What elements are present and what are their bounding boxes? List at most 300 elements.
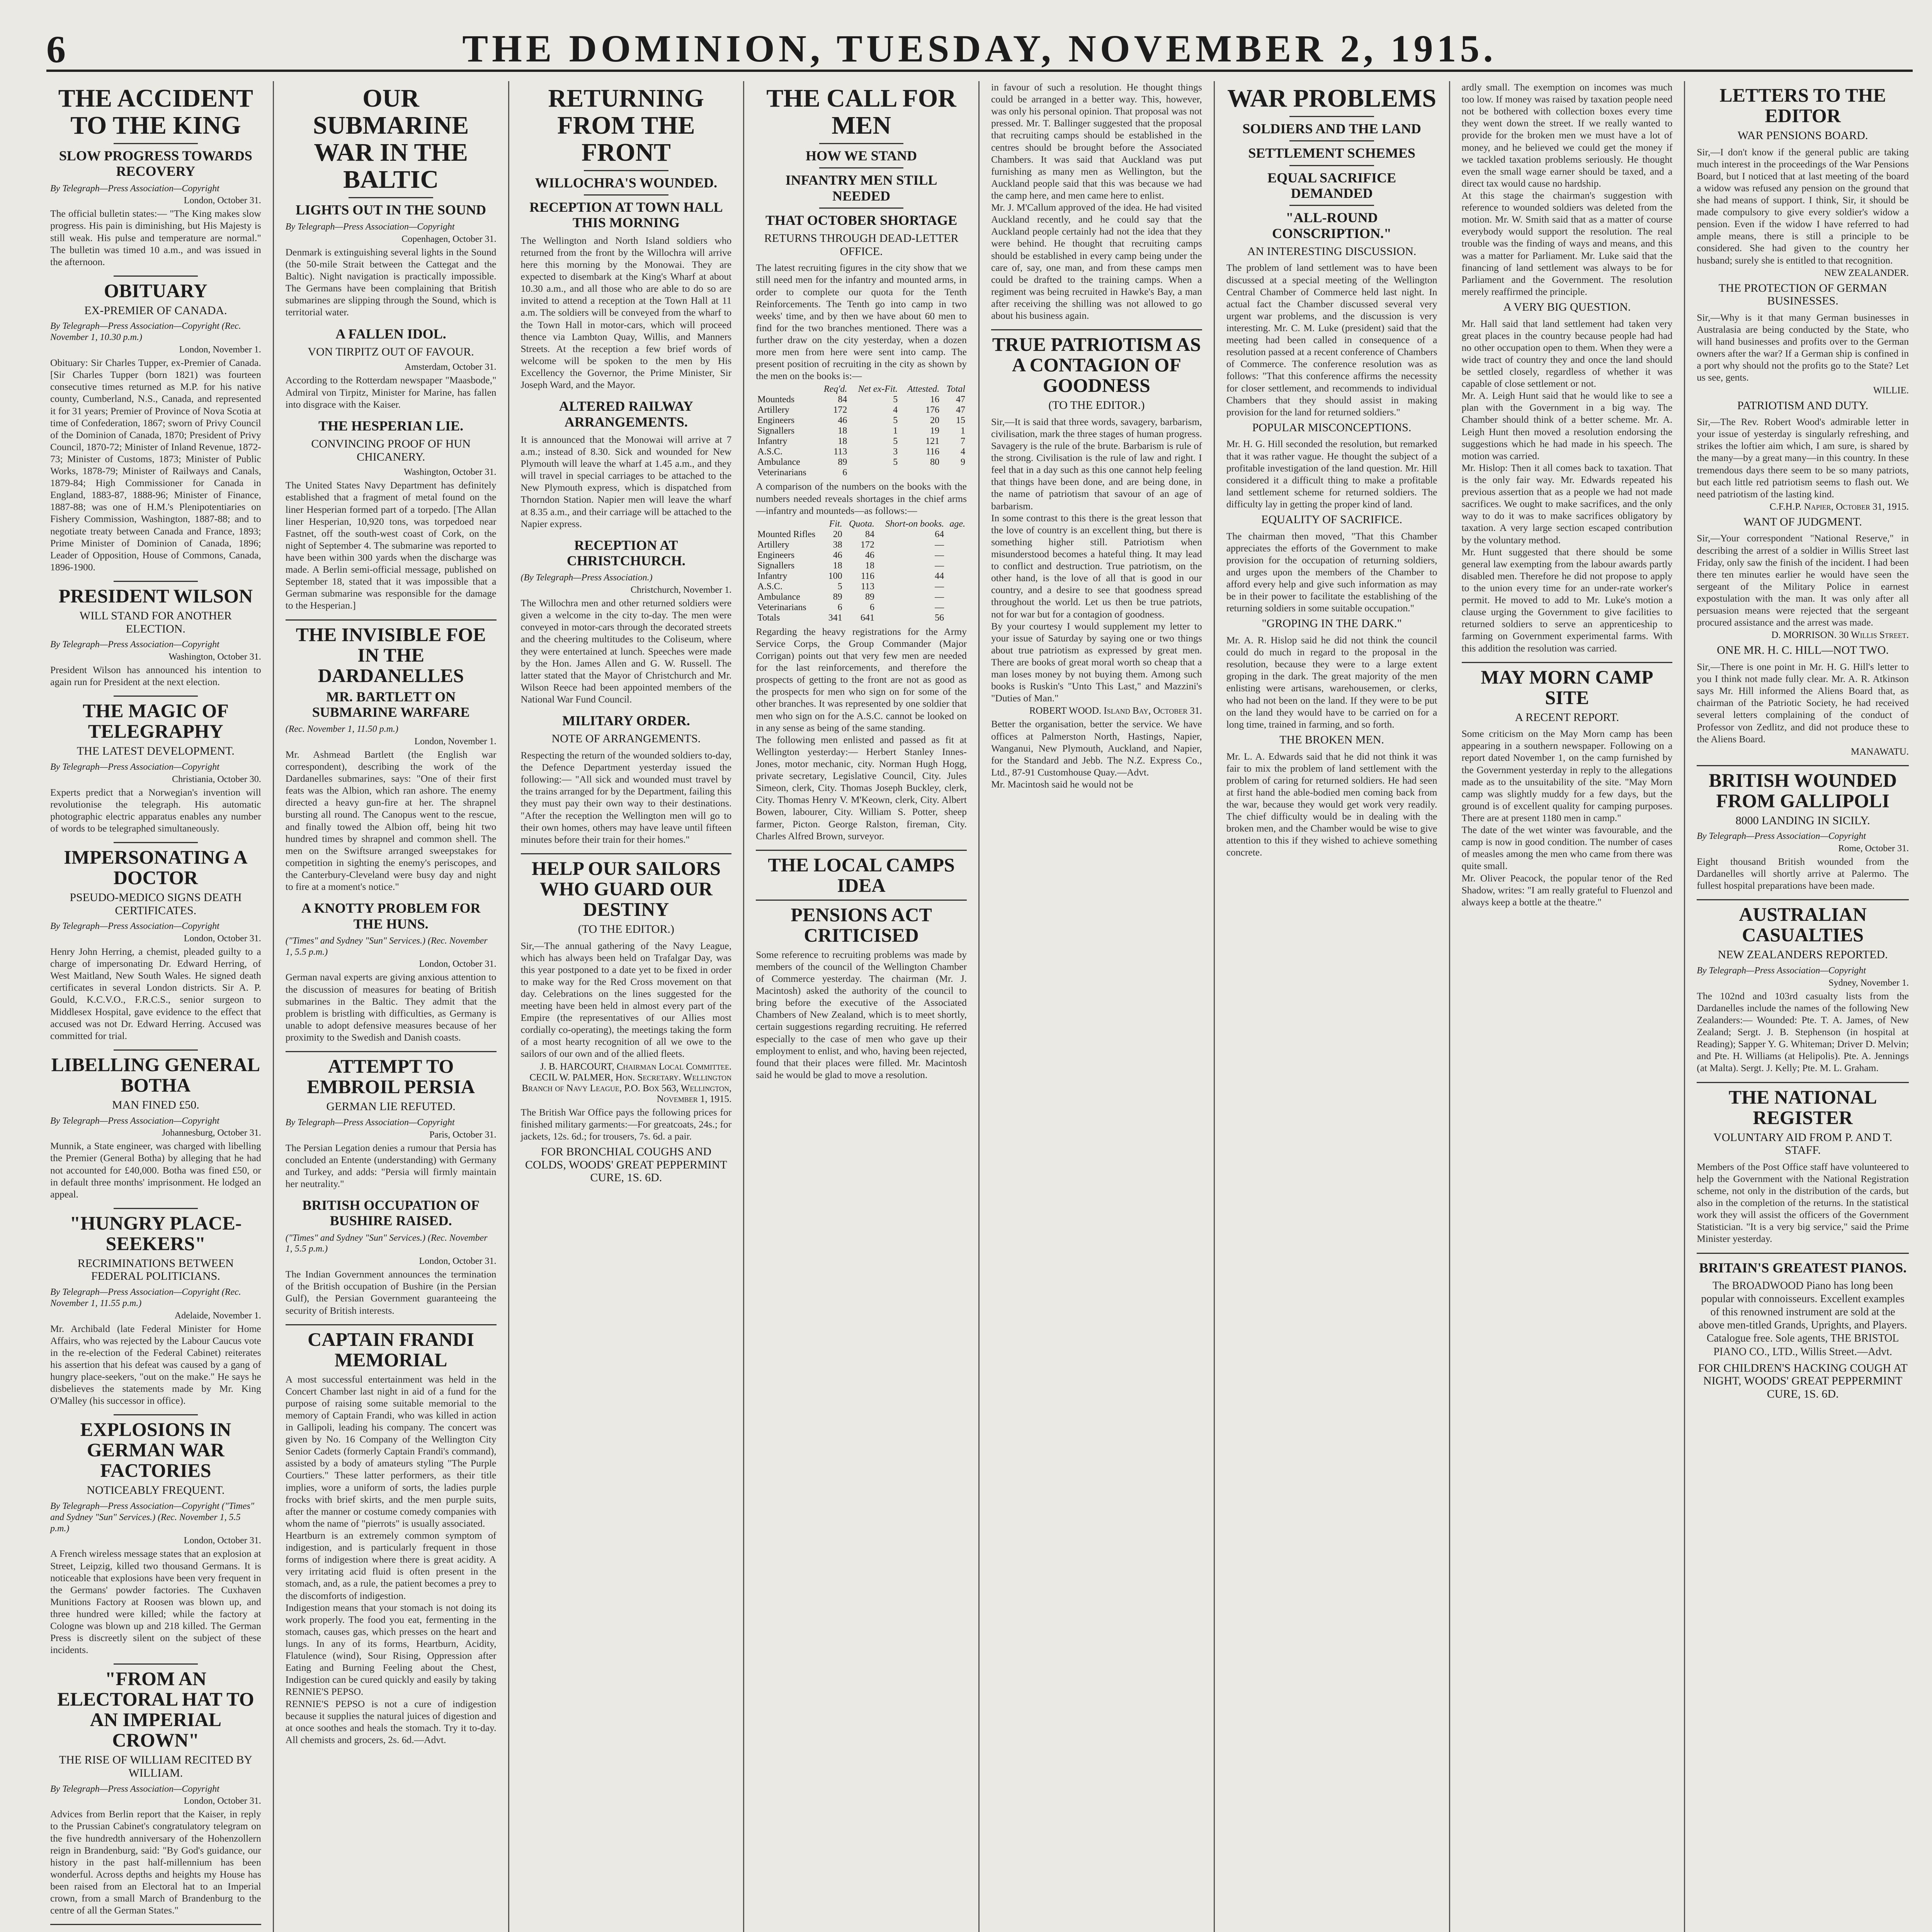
credit: By Telegraph—Press Association—Copyright	[50, 639, 219, 650]
credit: By Telegraph—Press Association—Copyright	[50, 1116, 219, 1126]
article-body: According to the Rotterdam newspaper "Maasbode," Admiral von Tirpitz, Minister for Marine, has fallen into disgrace with the Kaiser.	[285, 374, 497, 410]
table-cell: 89	[865, 592, 875, 602]
deck: EX-PREMIER OF CANADA.	[84, 304, 227, 317]
table-row	[756, 550, 967, 561]
column-1	[39, 81, 274, 1932]
credit: By Telegraph—Press Association—Copyright	[50, 921, 219, 932]
subdeck: VON TIRPITZ OUT OF FAVOUR.	[308, 345, 474, 358]
article-body: Mr. Macintosh said he would not be	[991, 778, 1133, 790]
table-cell: 4	[961, 447, 965, 457]
deck: WILL STAND FOR ANOTHER ELECTION.	[79, 609, 232, 635]
article-body: It is announced that the Monowai will arrive at 7 a.m.; instead of 8.30. Sick and wounded for New Plymouth will leave the wharf at 1.45 a.m., and they will travel in special carriages to be attached to the New Plymouth express, which is dispatched from Thorndon Station. Napier men will leave the wharf at 8.35 a.m., and their carriage will be attached to the Napier express.	[520, 434, 732, 529]
dateline: Washington, October 31.	[168, 652, 261, 662]
table-cell: 6	[870, 602, 875, 612]
dateline: Rome, October 31.	[1838, 844, 1909, 854]
dateline: Washington, October 31.	[404, 467, 497, 478]
deck: RECEPTION AT CHRISTCHURCH.	[566, 537, 685, 569]
article-body: Sir,—The Rev. Robert Wood's admirable letter in your issue of yesterday is singularly refreshing, and strikes the loftier aim which, I am sure, is shared by the many—by a great many—in this country. In these tremendous days there seem to be so many patriots, but each little red patriotism seems to flash out. We need patriotism of the lasting kind.	[1697, 416, 1909, 500]
dateline: London, November 1.	[414, 736, 497, 747]
deck: THAT OCTOBER SHORTAGE	[765, 212, 957, 228]
table-cell: A.S.C.	[757, 581, 782, 592]
credit: ("Times" and Sydney "Sun" Services.) (Rec. November 1, 5.5 p.m.)	[285, 935, 488, 957]
article-body: Mr. L. A. Edwards said that he did not think it was fair to mix the problem of land settlement with the problem of caring for returned soldiers. He had seen at first hand the able-bodied men coming back from the war, because they would get work very readily. The chief difficulty would be in dealing with the broken men, and the Chamber would be wise to give attention to this if they wished to achieve something concrete.	[1226, 750, 1437, 858]
deck: SETTLEMENT SCHEMES	[1248, 145, 1415, 161]
table-cell: 1	[961, 426, 965, 436]
deck: A RECENT REPORT.	[1515, 711, 1619, 724]
credit: By Telegraph—Press Association—Copyright ("Times" and Sydney "Sun" Services.) (Rec. November 1, 5.5 p.m.)	[50, 1501, 254, 1534]
table-cell: 7	[961, 436, 965, 447]
table-cell	[899, 468, 941, 478]
table-cell: 172	[861, 539, 875, 550]
table-cell: 18	[865, 560, 875, 571]
article-body: The problem of land settlement was to have been discussed at a special meeting of the Wellington Central Chamber of Commerce held last night. In actual fact the Chamber discussed several very urgent war problems, and the discussion is very interesting. Mr. C. M. Luke (president) said that the meeting had been called in consequence of a resolution passed at a recent conference of Chambers of Commerce. The conference resolution was as follows: "That this conference affirms the necessity for closer settlement, and recommends to individual Chambers that they should assist in making provision for the land for returned soldiers."	[1226, 262, 1437, 418]
deck: PSEUDO-MEDICO SIGNS DEATH CERTIFICATES.	[70, 891, 242, 917]
article-accident-king	[50, 85, 261, 268]
article-body: Mr. Hunt suggested that there should be some general law exempting from the labour awards partly disabled men. Therefore he did not propose to apply to the union every time for an under-rate worker's permit. He moved to add to Mr. Luke's motion a clause urging the Government to give facilities to returned soldiers to serve an apprenticeship to farming on Government experimental farms. With this addition the resolution was carried.	[1461, 546, 1673, 654]
table-cell: 116	[861, 571, 875, 581]
table-cell: Ambulance	[757, 457, 800, 468]
deck: A KNOTTY PROBLEM FOR THE HUNS.	[301, 900, 481, 932]
table-cell: 172	[833, 405, 847, 415]
article-call-for-men-cont	[991, 81, 1202, 321]
headline: IMPERSONATING A DOCTOR	[64, 846, 248, 889]
article-hesperian	[286, 418, 497, 612]
dateline: London, October 31.	[184, 934, 261, 944]
headline: EXPLOSIONS IN GERMAN WAR FACTORIES	[80, 1418, 231, 1481]
article-letters	[1697, 85, 1909, 757]
table-cell: 4	[893, 405, 898, 415]
columns	[39, 81, 1920, 1932]
table-header-row	[756, 519, 967, 529]
table-header-row	[756, 384, 967, 395]
article-president-wilson	[50, 581, 261, 688]
headline: TRUE PATRIOTISM AS A CONTAGION OF GOODNESS	[992, 333, 1201, 396]
article-body: The following men enlisted and passed as fit at Wellington yesterday:— Herbert Stanley Innes-Jones, motor mechanic, city. Norman Hugh Hogg, private secretary, Legislative Council, City. Jules Simeon, clerk, City. Thomas Joseph Buckley, clerk, City. Thomas Henry V. M'Keown, clerk, City. Albert Bowen, labourer, City. William S. Potter, sheep farmer, Picton. George Ralston, fireman, City. Charles Alfred Brown, surveyor.	[756, 734, 967, 842]
headline: "HUNGRY PLACE-SEEKERS"	[70, 1212, 242, 1254]
article-body: The Persian Legation denies a rumour that Persia has concluded an Entente (understanding) with Germany and Turkey, and adds: "Persia will firmly maintain her neutrality."	[285, 1142, 497, 1189]
table-cell: Veterinarians	[757, 468, 806, 478]
advert-footer: FOR BRONCHIAL COUGHS AND COLDS, WOODS' GREAT PEPPERMINT CURE, 1S. 6D.	[525, 1145, 727, 1184]
table-cell: 3	[893, 447, 898, 457]
table-cell: 5	[837, 581, 842, 592]
deck: RECRIMINATIONS BETWEEN FEDERAL POLITICIANS.	[77, 1257, 234, 1283]
article-british-wounded	[1697, 765, 1909, 892]
dateline: Adelaide, November 1.	[174, 1310, 261, 1321]
advert-headline: BRITAIN'S GREATEST PIANOS.	[1699, 1260, 1907, 1276]
column-4	[744, 81, 980, 1932]
table-cell: 113	[861, 581, 875, 592]
table-cell: 641	[861, 612, 875, 623]
table-header-cell: Fit.	[829, 519, 842, 529]
table-header-cell: Req'd.	[823, 384, 847, 395]
table-cell: Totals	[757, 612, 780, 623]
credit: By Telegraph—Press Association—Copyright	[285, 222, 455, 232]
article-body: Sir,—The annual gathering of the Navy League, which has always been held on Trafalgar Day, was this year postponed to a date yet to be fixed in order to make way for the Red Cross movement on that day. Celebrations on the lines suggested for the meeting have been held in almost every part of the Empire (the representatives of our Allies most cordially co-operating), the meetings taking the form of a most hearty recognition of all we owe to the sailors of our own and of the allied fleets.	[520, 940, 732, 1060]
headline: PENSIONS ACT CRITICISED	[791, 903, 932, 946]
signature: NEW ZEALANDER.	[1824, 267, 1909, 278]
article-body: Indigestion means that your stomach is not doing its work properly. The food you eat, fermenting in the stomach, causes gas, which presses on the heart and lungs. In any of its forms, Heartburn, Acidity, Flatulence (wind), Sour Rising, Oppression after Eating and Burning Feeling about the Chest, Indigestion can be cured quickly and easily by taking RENNIE'S PEPSO.	[285, 1602, 497, 1697]
article-body: Advices from Berlin report that the Kaiser, in reply to the Prussian Cabinet's congratulatory telegram on the five hundredth anniversary of the Hohenzollern reign in Brandenburg, said: "By God's guidance, our history in the past half-millennium has been wonderful. Across depths and heights my House has been raised from an Electoral hat to an Imperial crown, from a small March of Brandenburg to the centre of all the German States."	[50, 1808, 261, 1916]
headline: "FROM AN ELECTORAL HAT TO AN IMPERIAL CROWN"	[57, 1668, 254, 1751]
table-cell: —	[935, 560, 944, 571]
dateline: London, October 31.	[419, 1256, 497, 1267]
subdeck: CONVINCING PROOF OF HUN CHICANERY.	[311, 437, 471, 463]
table-cell: 100	[828, 571, 842, 581]
signature: C.F.H.P. Napier, October 31, 1915.	[1769, 501, 1909, 512]
table-cell: Infantry	[757, 436, 787, 447]
article-local-camps	[756, 850, 967, 1081]
article-body: The Indian Government announces the termination of the British occupation of Bushire (in the Persian Gulf), the Persian Government guaranteeing the security of British interests.	[285, 1269, 497, 1316]
article-telegraphy	[50, 696, 261, 834]
article-body: The chairman then moved, "That this Chamber appreciates the efforts of the Government to make provision for the occupation of returning soldiers, and urges upon the members of the Chamber to afford every help and give such information as may be in their power to facilitate the establishing of the returning soldiers in some suitable occupation."	[1226, 530, 1437, 614]
article-body: The Wellington and North Island soldiers who returned from the front by the Willochra will arrive here this morning by the Monowai. They are expected to disembark at the King's Wharf at about 10.30 a.m., and all those who are able to do so are invited to attend a reception at the Town Hall at 11 a.m. The soldiers will be conveyed from the wharf to the Town Hall in motor-cars, which will proceed thence via Lambton Quay, Willis, and Manners Streets. At the reception a few brief words of welcome will be spoken to the men by His Excellency the Governor, the Prime Minister, Sir Joseph Ward, and the Mayor.	[520, 235, 732, 391]
advert-argyll	[50, 1924, 261, 1932]
deck: VOLUNTARY AID FROM P. AND T. STAFF.	[1713, 1131, 1893, 1157]
column-5	[980, 81, 1215, 1932]
article-body: Denmark is extinguishing several lights in the Sound (the 50-mile Strait between the Cattegat and the Baltic). Night navigation is practically impossible. The Germans have been complaining that British submarines are slipping through the Sound, which is territorial water.	[285, 246, 497, 318]
article-fallen-idol	[286, 326, 497, 410]
table-header-cell: Short-on books.	[885, 519, 944, 529]
table-cell: 5	[893, 436, 898, 447]
dateline: Amsterdam, October 31.	[405, 362, 497, 372]
table-cell: 176	[925, 405, 940, 415]
table-cell: 341	[828, 612, 842, 623]
table-cell: Infantry	[757, 571, 787, 581]
article-body: German naval experts are giving anxious attention to the discussion of measures for beating of British submarines in the Baltic. They admit that the problem is bristling with difficulties, as Germany is unable to adopt defensive measures because of her proximity to the Swedish and Danish coasts.	[285, 971, 497, 1043]
headline: LETTERS TO THE EDITOR	[1719, 84, 1886, 126]
table-cell: 20	[930, 415, 940, 426]
article-body: The date of the wet winter was favourable, and the camp is now in good condition. The number of cases of measles among the men who came from there was quite small.	[1461, 824, 1673, 872]
deck: MILITARY ORDER.	[562, 713, 690, 729]
table-cell: 113	[833, 447, 847, 457]
table-cell: 84	[865, 529, 875, 539]
table-cell: Veterinarians	[757, 602, 806, 612]
subhead: EQUALITY OF SACRIFICE.	[1261, 513, 1402, 526]
headline: THE MAGIC OF TELEGRAPHY	[82, 700, 229, 742]
table-cell: —	[935, 602, 944, 612]
article-knotty-problem	[286, 900, 497, 1043]
recruiting-table	[756, 384, 967, 478]
article-body: Some criticism on the May Morn camp has been appearing in a southern newspaper. Following on a report dated November 1, on the camp furnished by the Government yesterday in reply to the allegations made as to the unsuitability of the site. "May Morn camp was slightly muddy for a few days, but the ground is of excellent quality for camping purposes. There are at present 1180 men in camp."	[1461, 728, 1673, 823]
dateline: London, November 1.	[179, 345, 261, 355]
article-body: Mr. H. G. Hill seconded the resolution, but remarked that it was rather vague. He thought the subject of a profitable investigation of the land question. Mr. Hill considered it a difficult thing to make a profitable land settlement scheme for returned soldiers. The difficulty lay in getting the proper kind of land.	[1226, 438, 1437, 510]
table-row	[756, 457, 967, 468]
table-row	[756, 571, 967, 582]
subhead: THE BROKEN MEN.	[1279, 733, 1384, 746]
table-cell: Ambulance	[757, 592, 800, 602]
article-call-for-men	[756, 85, 967, 842]
deck: 8000 LANDING IN SICILY.	[1735, 814, 1870, 827]
table-cell: 80	[930, 457, 940, 468]
table-header-cell: age.	[949, 519, 965, 529]
article-body: In some contrast to this there is the great lesson that the love of country is an excellent thing, but there is something higher still. Patriotism when misunderstood becomes a hateful thing. It may lead to conflict and destruction. True patriotism, on the other hand, is the love of all that is good in our country, and a desire to see that goodness spread throughout the world. Let us then be true patriots, not for war but for a contagion of goodness.	[991, 512, 1202, 620]
table-header-cell: Attested.	[907, 384, 940, 395]
table-row	[756, 529, 967, 540]
table-cell: 6	[842, 468, 847, 478]
table-cell: 1	[893, 426, 898, 436]
advert-body: The BROADWOOD Piano has long been popular with connoisseurs. Excellent examples of this renowned instrument are sold at the above men-titled Grands, Uprights, and Players. Catalogue free. Sole agents, THE BRISTOL PIANO CO., LTD., Willis Street.—Advt.	[1698, 1279, 1907, 1358]
table-cell: Mounted Rifles	[757, 529, 816, 539]
headline: MAY MORN CAMP SITE	[1481, 666, 1653, 708]
deck: MAN FINED £50.	[112, 1098, 199, 1111]
article-body: Better the organisation, better the service. We have offices at Palmerston North, Hastings, Napier, Wanganui, New Plymouth, Auckland, and Napier, for the Standard and Jebb. The N.Z. Express Co., Ltd., 87-91 Customhouse Quay.—Advt.	[991, 718, 1202, 778]
article-body: Mr. Hall said that land settlement had taken very great places in the country because people had had no other occupation open to them. When they were a wide tract of country they and once the land should be settled closely, regardless of whether it was capable of close settlement or not.	[1461, 318, 1673, 389]
article-national-register	[1697, 1082, 1909, 1245]
article-australian-casualties	[1697, 899, 1909, 1074]
signature: J. B. HARCOURT, Chairman Local Committee. CECIL W. PALMER, Hon. Secretary. Wellington Branch of Navy League, P.O. Box 563, Wellington, November 1, 1915.	[522, 1061, 732, 1104]
table-cell	[941, 468, 967, 478]
article-true-patriotism	[991, 329, 1202, 790]
table-cell: 47	[956, 405, 965, 415]
credit: By Telegraph—Press Association—Copyright (Rec. November 1, 10.30 p.m.)	[50, 321, 241, 343]
signature: ROBERT WOOD. Island Bay, October 31.	[1029, 706, 1202, 716]
article-body: The British War Office pays the following prices for finished military garments:—For greatcoats, 24s.; for jackets, 12s. 6d.; for trousers, 7s. 6d. a pair.	[520, 1106, 732, 1142]
article-body: Mr. Archibald (late Federal Minister for Home Affairs, who was rejected by the Labour Caucus vote in the re-election of the Federal Cabinet) reiterates his assertion that his defeat was caused by a gang of hungry place-seekers, "out on the make." He says he disbelieves the statements made by Mr. King O'Malley (his successor in office).	[50, 1323, 261, 1406]
article-body: The 102nd and 103rd casualty lists from the Dardanelles include the names of the following New Zealanders:— Wounded: Pte. T. A. James, of New Zealand; Sergt. J. B. Stephenson (in hospital at Reading); Sapper Y. G. Whiteman; Driver D. Melvin; and Pte. H. Williams (at Helipolis). Pte. A. Jennings (at Malta). Sergt. J. Kelly; Pte. M. L. Graham.	[1697, 990, 1909, 1074]
table-cell: Artillery	[757, 405, 789, 415]
table-row	[756, 447, 967, 457]
table-row	[756, 415, 967, 426]
headline: AUSTRALIAN CASUALTIES	[1739, 903, 1867, 946]
article-military-order	[521, 713, 732, 845]
credit: By Telegraph—Press Association—Copyright	[50, 183, 219, 194]
table-cell: 19	[930, 426, 940, 436]
deck: A FALLEN IDOL.	[335, 326, 446, 342]
table-header-cell	[756, 384, 817, 395]
signature: MANAWATU.	[1850, 746, 1909, 757]
article-body: Mr. Ashmead Bartlett (the English war correspondent), describing the work of the Dardanelles submarines, says: "One of their first feats was the Albion, which ran ashore. The enemy directed a heavy gun-fire at her. The shrapnel bursting all round. The Canopus went to the rescue, and finally towed the Albion off, being hit two hundred times by shrapnel and common shell. The men on the Swiftsure arranged sweepstakes for competition in sighting the enemy's periscopes, and the Canterbury-Cleveland were busy day and night to fire at a moment's notice."	[285, 748, 497, 893]
masthead	[46, 23, 1913, 72]
advert-footer: FOR CHILDREN'S HACKING COUGH AT NIGHT, WOODS' GREAT PEPPERMINT CURE, 1S. 6D.	[1698, 1361, 1908, 1400]
table-cell: —	[935, 539, 944, 550]
article-body: Sir,—Why is it that many German businesses in Australasia are being conducted by the State, who will hand businesses and profits over to the German owners after the war? If a German ship is confined in a port why should not the profits go to the State? Let us see, gents.	[1697, 311, 1909, 383]
article-body: Heartburn is an extremely common symptom of indigestion, and is particularly frequent in those forms of indigestion where there is great acidity. A very irritating acid fluid is often present in the stomach, and, as a rule, the patient becomes a prey to the discomforts of indigestion.	[285, 1530, 497, 1601]
credit: ("Times" and Sydney "Sun" Services.) (Rec. November 1, 5.5 p.m.)	[285, 1233, 488, 1254]
article-body: Sir,—There is one point in Mr. H. G. Hill's letter to you I think not made fully clear. Mr. A. R. Atkinson says Mr. Hill informed the Aliens Board that, as chairman of the Patriotic Society, he had received several letters complaining of the conduct of Professor von Zedlitz, and did not produce these to the Aliens Board.	[1697, 661, 1909, 745]
subdeck: AN INTERESTING DISCUSSION.	[1247, 245, 1417, 258]
table-cell: 84	[838, 395, 847, 405]
column-7	[1450, 81, 1685, 1932]
table-cell: 6	[837, 602, 842, 612]
table-cell: 44	[935, 571, 944, 581]
credit: By Telegraph—Press Association—Copyright	[50, 762, 219, 772]
article-body: Eight thousand British wounded from the Dardanelles will shortly arrive at Palermo. The fullest hospital preparations have been made.	[1697, 856, 1909, 891]
subdeck: (TO THE EDITOR.)	[1048, 399, 1145, 412]
article-body: Munnik, a State engineer, was charged with libelling the Premier (General Botha) by alleging that he had not accounted for £40,000. Botha was fined £50, or in default three months' imprisonment. He lodged an appeal.	[50, 1140, 261, 1200]
table-cell: 89	[838, 457, 847, 468]
deck: ALTERED RAILWAY ARRANGEMENTS.	[559, 398, 693, 430]
dateline: London, October 31.	[184, 1536, 261, 1546]
article-body: Henry John Herring, a chemist, pleaded guilty to a charge of impersonating Dr. Edward Herring, of West Maitland, New South Wales. He signed death certificates in several London districts. Sir A. P. Gould, K.C.V.O., F.R.C.S., senior surgeon to Middlesex Hospital, gave evidence to the effect that accused was not Dr. Edward Herring. Accused was committed for trial.	[50, 946, 261, 1041]
table-cell: Engineers	[757, 550, 795, 560]
article-obituary	[50, 276, 261, 573]
headline: WAR PROBLEMS	[1227, 84, 1437, 112]
table-cell: 5	[893, 395, 898, 405]
deck: "ALL-ROUND CONSCRIPTION."	[1272, 210, 1392, 241]
headline: THE LOCAL CAMPS IDEA	[768, 854, 955, 896]
article-railway	[521, 398, 732, 530]
article-explosions	[50, 1414, 261, 1656]
signature: D. MORRISON. 30 Willis Street.	[1771, 630, 1909, 641]
newspaper-title: THE DOMINION, TUESDAY, NOVEMBER 2, 1915.	[462, 27, 1497, 70]
article-body: At this stage the chairman's suggestion with reference to wounded soldiers was deleted from the motion. Mr. W. Smith said that as a matter of course everybody would support the resolution. The real trouble was the finding of ways and means, and this was a matter for Parliament. Mr. Luke said that the financing of land settlement was always to be for Parliament and the Government. The resolution merely reaffirmed the principle.	[1461, 189, 1673, 297]
deck: GERMAN LIE REFUTED.	[326, 1100, 456, 1113]
table-cell	[849, 468, 899, 478]
article-christchurch	[521, 537, 732, 705]
deck: ONE MR. H. C. HILL—NOT TWO.	[1717, 644, 1889, 657]
dateline: London, October 31.	[184, 1796, 261, 1806]
subhead: A VERY BIG QUESTION.	[1503, 300, 1631, 313]
table-header-cell	[756, 519, 825, 529]
table-cell: 18	[838, 426, 847, 436]
article-submarine-baltic	[286, 85, 497, 318]
article-frandi-memorial	[286, 1324, 497, 1746]
table-cell: 64	[935, 529, 944, 539]
deck: WAR PENSIONS BOARD.	[1737, 129, 1868, 142]
table-cell: Signallers	[757, 426, 795, 436]
headline: LIBELLING GENERAL BOTHA	[51, 1053, 260, 1096]
table-row	[756, 602, 967, 613]
article-body: Sir,—Your correspondent "National Reserve," in describing the arrest of a soldier in Willis Street last Friday, only saw the finish of the incident. I had been there ten minutes earlier he would have seen the sergeant of the Military Police in earnest expostulation with the man. It was only after all persuasion means were rejected that the sergeant procured assistance and the arrest was made.	[1697, 532, 1909, 628]
article-place-seekers	[50, 1208, 261, 1407]
article-war-problems-cont	[1462, 81, 1673, 654]
deck: WILLOCHRA'S WOUNDED.	[535, 175, 718, 190]
table-cell: 9	[961, 457, 965, 468]
article-body: Mr. A. Leigh Hunt said that he would like to see a plan with the Government in a big way. The Chamber should think of a better scheme. Mr. A. Leigh Hunt then moved a resolution endorsing the suggestions which he had made in his speech. The motion was carried.	[1461, 390, 1673, 461]
headline: PRESIDENT WILSON	[58, 585, 253, 607]
table-cell: 89	[833, 592, 842, 602]
article-body: The official bulletin states:— "The King makes slow progress. His pain is diminishing, but His Majesty is still weak. His pulse and temperature are normal." The bulletin was timed 10 a.m., and was issued in the afternoon.	[50, 208, 261, 267]
deck: HOW WE STAND	[806, 148, 917, 163]
table-cell: 18	[838, 436, 847, 447]
table-cell: —	[935, 592, 944, 602]
column-6	[1215, 81, 1450, 1932]
article-body: Obituary: Sir Charles Tupper, ex-Premier of Canada. [Sir Charles Tupper (born 1821) was fourteen consecutive times returned as M.P. for his native county, Cumberland, N.S., Canada, and represented it for 31 years; Premier of Province of Nova Scotia at time of Confederation, 1867; sworn of Privy Council of the Dominion of Canada, 1870; President of Privy Council, 1870-72; Minister of Inland Revenue, 1872-73; Minister of Customs, 1873; Minister of Public Works, 1878-79; Minister of Railways and Canals, 1879-84; High Commissioner for Canada in England, 1883-87, 1888-96; Minister of Finance, 1887-88; was one of H.M.'s Plenipotentiaries on Fishery Commission, Washington, 1887-88; and to negotiate treaty between Canada and France, 1893; Prime Minister of Dominion of Canada, 1896; Leader of Opposition, House of Commons, Canada, 1896-1900.	[50, 357, 261, 573]
table-cell: 121	[925, 436, 940, 447]
article-botha	[50, 1049, 261, 1200]
article-body: ardly small. The exemption on incomes was much too low. If money was raised by taxation people need not be bothered with collection boxes every time they went down the street. If we really wanted to provide for the broken men we must have a lot of money, and he believed we could get the money if we tackled taxation problems seriously. He thought even the small wage earner should be taxed, and a direct tax would cause no hardship.	[1461, 82, 1673, 189]
table-cell: 5	[893, 415, 898, 426]
dateline: Sydney, November 1.	[1828, 978, 1909, 988]
credit: By Telegraph—Press Association—Copyright	[285, 1117, 455, 1128]
deck: RECEPTION AT TOWN HALL THIS MORNING	[529, 199, 723, 231]
article-body: Experts predict that a Norwegian's invention will revolutionise the telegraph. His automatic photographic electric apparatus enables any number of words to be telegraphed simultaneously.	[50, 786, 261, 834]
subdeck: RETURNS THROUGH DEAD-LETTER OFFICE.	[764, 232, 959, 258]
table-row	[756, 468, 967, 478]
deck: PATRIOTISM AND DUTY.	[1737, 399, 1869, 412]
table-cell: Artillery	[757, 539, 789, 550]
deck: THE PROTECTION OF GERMAN BUSINESSES.	[1718, 281, 1887, 308]
column-2	[274, 81, 509, 1932]
credit: (By Telegraph—Press Association.)	[520, 573, 653, 583]
article-war-problems	[1226, 85, 1437, 859]
article-body: The Willochra men and other returned soldiers were given a welcome in the city to-day. The men were conveyed in motor-cars through the decorated streets and the cheering multitudes to the Coliseum, where they were entertained at lunch. Speeches were made by the Hon. James Allen and G. W. Russell. The latter stated that the Mayor of Christchurch and Mr. Wilson Reece had been appointed members of the National War Fund Council.	[520, 597, 732, 705]
headline: OBITUARY	[104, 279, 207, 301]
table-cell: —	[935, 581, 944, 592]
dateline: Johannesburg, October 31.	[162, 1128, 261, 1138]
table-cell: Mounteds	[757, 395, 795, 405]
headline: ATTEMPT TO EMBROIL PERSIA	[307, 1055, 475, 1098]
signature: WILLIE.	[1873, 385, 1909, 396]
table-row	[756, 426, 967, 436]
article-body: Mr. Oliver Peacock, the popular tenor of the Red Shadow, writes: "I am really grateful to Fluenzol and always keep a bottle at the theatre."	[1461, 872, 1673, 908]
article-body: Mr. J. M'Callum approved of the idea. He had visited Auckland recently, and he could say that the Auckland people certainly had not the idea that they were behind. He thought that recruiting camps should be established in every camp being under the care of, say, one man, and from these camps men could be drafted to the training camps. When a regiment was being recruited in Hawke's Bay, a man after receiving the shilling was not allowed to go about his business again.	[991, 202, 1202, 321]
article-body: Sir,—I don't know if the general public are taking much interest in the proceedings of the War Pensions Board, but I noticed that at last meeting of the board a widow was refused any pension on the ground that she had means of support. I think, Sir, it should be made compulsory to give every soldier's widow a pension. Even if the widow I have referred to had ample means, there is still a principle to be considered. She had given to the country her husband; surely she is entitled to that recognition.	[1697, 146, 1909, 266]
deck: MR. BARTLETT ON SUBMARINE WARFARE	[312, 689, 470, 720]
shortage-table	[756, 519, 967, 623]
headline: THE ACCIDENT TO THE KING	[58, 84, 253, 139]
table-cell: Signallers	[757, 560, 795, 571]
table-row	[756, 540, 967, 550]
deck: THE HESPERIAN LIE.	[318, 418, 464, 434]
deck: SOLDIERS AND THE LAND	[1242, 121, 1421, 136]
subhead: POPULAR MISCONCEPTIONS.	[1252, 421, 1412, 434]
table-cell: 38	[833, 539, 842, 550]
table-header-cell: Total	[946, 384, 965, 395]
article-body: Respecting the return of the wounded soldiers to-day, the Defence Department yesterday issued the following:— "All sick and wounded must travel by the trains arranged for by the Department, failing this they must pay their own way to their destinations. "After the reception the Wellington men will go to their own homes, others may have leave until fifteen minutes before their train for their homes."	[520, 750, 732, 845]
table-row	[756, 436, 967, 447]
article-bushire	[286, 1197, 497, 1316]
article-body: RENNIE'S PEPSO is not a cure of indigestion because it supplies the natural juices of digestion and at once soothes and heals the stomach. Try it to-day. All chemists and grocers, 2s. 6d.—Advt.	[285, 1698, 497, 1745]
dateline: Paris, October 31.	[429, 1129, 497, 1140]
table-cell: —	[935, 550, 944, 560]
table-row	[756, 561, 967, 571]
headline: THE NATIONAL REGISTER	[1728, 1086, 1877, 1128]
deck: THE LATEST DEVELOPMENT.	[77, 745, 235, 758]
credit: By Telegraph—Press Association—Copyright	[50, 1784, 219, 1794]
headline: OUR SUBMARINE WAR IN THE BALTIC	[313, 84, 469, 194]
headline: RETURNING FROM THE FRONT	[548, 84, 704, 167]
table-cell: 16	[930, 395, 940, 405]
article-body: Members of the Post Office staff have volunteered to help the Government with the National Registration scheme, not only in the distribution of the cards, but also in the completion of the returns. In the statistical work they will assist the officers of the Government Statistician. "It is a very big service," said the Prime Minister yesterday.	[1697, 1161, 1909, 1245]
article-body: Regarding the heavy registrations for the Army Service Corps, the Group Commander (Major Corrigan) points out that very few men are needed for the last reinforcements, and therefore the prospects of getting to the front are not as good as the prospects for men who sign on for some of the other branches. It was represented by one soldier that men who sign on for the A.S.C. cannot be looked on in any sense as being of the same standing.	[756, 626, 967, 733]
article-body: Mr. Hislop: Then it all comes back to taxation. That is the only fair way. Mr. Edwards repeated his previous assertion that as a people we had not made sacrifices. We ought to make sacrifices, and the only way to do it was to make sacrifices obligatory by taxation. A very large section escaped contribution by the voluntary method.	[1461, 462, 1673, 546]
table-cell: A.S.C.	[757, 447, 782, 457]
table-row	[756, 613, 967, 623]
table-cell: Engineers	[757, 415, 795, 426]
article-body: A most successful entertainment was held in the Concert Chamber last night in aid of a fund for the purpose of raising some suitable memorial to the memory of Captain Frandi, who was killed in action in Gallipoli, leading his company. The concert was given by No. 16 Company of the Wellington City Senior Cadets (formerly Captain Frandi's command), assisted by a body of amateurs styling "The Purple Courtiers." These latter performers, as their title implies, wore a uniform of sorts, the ladies purple frocks with brief skirts, and the men purple suits, after the manner or costume comedy companies with whom the name of "pierrots" is usually associated.	[285, 1373, 497, 1529]
article-body: in favour of such a resolution. He thought things could be arranged in a better way. This, however, was only his personal opinion. That proposal was not pressed. Mr. T. Ballinger suggested that the proposal that recruiting camps should be established in the centres should be brought before the Associated Chambers. It was said that Auckland was put furnishing as many men as Wellington, but the Auckland people said that this was because we had the camp here, and men came here to enlist.	[991, 82, 1202, 201]
deck: THE RISE OF WILLIAM RECITED BY WILLIAM.	[59, 1753, 252, 1779]
article-body: Some reference to recruiting problems was made by members of the council of the Wellington Chamber of Commerce yesterday. The chairman (Mr. J. Macintosh) asked the authority of the council to bring before the executive of the Associated Chambers of New Zealand, which is to meet shortly, certain suggestions regarding recruiting. He referred especially to the case of men who gave up their employment to enlist, and who, having been rejected, found that their places were filled. Mr. Macintosh said he would be glad to move a resolution.	[756, 949, 967, 1080]
article-body: A comparison of the numbers on the books with the numbers needed reveals shortages in the chief arms—infantry and mounteds—as follows:—	[756, 481, 967, 516]
article-body: By your courtesy I would supplement my letter to your issue of Saturday by saying one or two things about true patriotism as expressed by great men. There are books of great moral worth so cheap that a man loses money by not buying them. Among such books is Ruskin's "Unto This Last," and Mazzini's "Duties of Man."	[991, 620, 1202, 704]
table-cell: 46	[838, 415, 847, 426]
article-body: President Wilson has announced his intention to again run for President at the next election.	[50, 664, 261, 688]
dateline: London, October 31.	[184, 196, 261, 206]
headline: THE CALL FOR MEN	[766, 84, 956, 139]
article-body: The latest recruiting figures in the city show that we still need men for the infantry and mounted arms, in order to complete our quota for the Tenth Reinforcements. The Tenth go into camp in two weeks' time, and by then we have about 60 men to find for the two branches mentioned. There was a further draw on the city yesterday, when a dozen more men from here were sent into camp. The present position of recruiting in the city as shown by the men on the books is:—	[756, 262, 967, 382]
article-electoral-hat	[50, 1663, 261, 1916]
deck: SLOW PROGRESS TOWARDS RECOVERY	[59, 148, 252, 179]
page-number: 6	[46, 28, 66, 71]
deck: LIGHTS OUT IN THE SOUND	[296, 202, 486, 218]
table-cell: 46	[833, 550, 842, 560]
dateline: London, October 31.	[419, 959, 497, 969]
table-header-cell: Net ex-Fit.	[858, 384, 898, 395]
article-doctor	[50, 842, 261, 1042]
column-8	[1685, 81, 1920, 1932]
table-cell: 18	[833, 560, 842, 571]
table-cell: 47	[956, 395, 965, 405]
headline: BRITISH WOUNDED FROM GALLIPOLI	[1709, 769, 1897, 811]
table-cell: 5	[893, 457, 898, 468]
article-body: Mr. A. R. Hislop said he did not think the council could do much in regard to the proposal in the resolution, because they were to a large extent groping in the dark. The great majority of the men enlisting were artisans, warehousemen, or clerks, who had not been on the land. If they were to be put on the land they would have to be carried on for a long time, trained in farming, and so forth.	[1226, 634, 1437, 730]
deck: NEW ZEALANDERS REPORTED.	[1718, 948, 1888, 961]
table-header-cell: Quota.	[849, 519, 875, 529]
subdeck: (TO THE EDITOR.)	[578, 922, 674, 935]
article-invisible-foe	[286, 619, 497, 893]
